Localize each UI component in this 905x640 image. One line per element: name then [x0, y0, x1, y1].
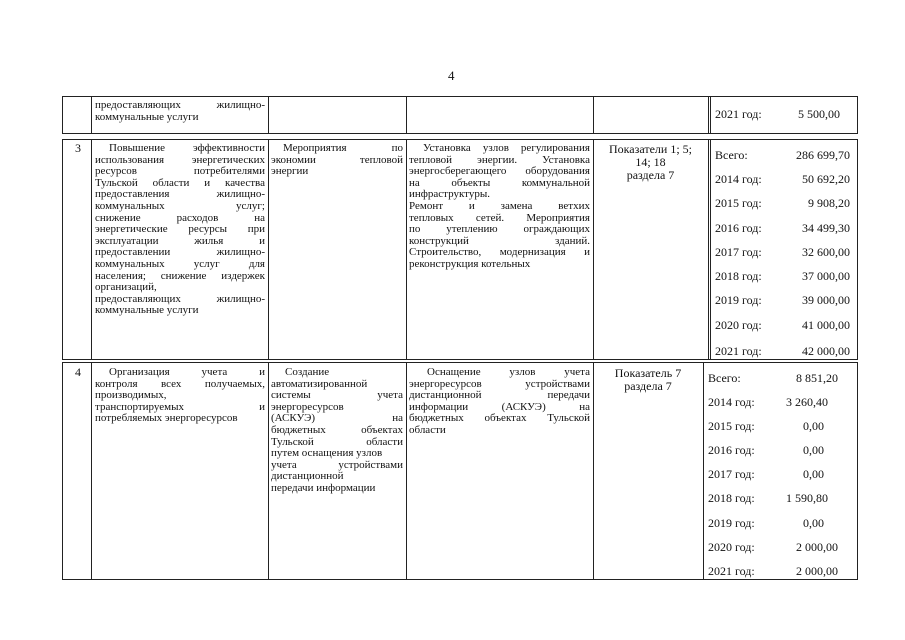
content-line: тепловых сетей. Мероприятия — [409, 211, 590, 224]
measure-cell — [271, 143, 403, 178]
content-line: инфраструктуры. — [409, 188, 490, 201]
goal-line: предоставляющих жилищно- — [95, 292, 265, 305]
finance-row — [708, 516, 838, 532]
content-line: тепловой энергии. Установка — [409, 153, 590, 166]
finance-label: 2021 год: — [715, 107, 762, 121]
finance-row — [715, 245, 850, 261]
table-row-4 — [62, 362, 858, 580]
finance-row — [715, 293, 850, 309]
finance-label: 2018 год: — [715, 269, 762, 283]
finance-label: 2015 год: — [708, 419, 755, 433]
finance-label: 2020 год: — [715, 318, 762, 332]
goal-line: предоставления жилищно- — [95, 188, 265, 201]
finance-label: 2021 год: — [708, 564, 755, 578]
row-number: 3 — [75, 141, 81, 155]
finance-label: 2014 год: — [715, 172, 762, 186]
finance-value: 42 000,00 — [802, 344, 850, 358]
measure-line: энергии — [271, 165, 309, 178]
measure-line: бюджетных объектах — [271, 423, 403, 436]
goal-cell — [95, 100, 265, 123]
finance-row — [708, 564, 838, 580]
content-line: области — [409, 423, 446, 436]
finance-row — [715, 221, 850, 237]
goal-line: производимых, — [95, 389, 167, 402]
finance-label: 2020 год: — [708, 540, 755, 554]
content-line: бюджетных объектах Тульской — [409, 412, 590, 425]
goal-line: транспортируемых и — [95, 400, 265, 413]
content-line: информации (АСКУЭ) на — [409, 400, 590, 413]
measure-line: энергоресурсов — [271, 400, 344, 413]
finance-value: 39 000,00 — [802, 293, 850, 307]
measure-line: Создание — [285, 366, 330, 378]
content-line: Ремонт и замена ветхих — [409, 199, 590, 212]
measure-line: дистанционной — [271, 470, 344, 483]
measure-line: экономии тепловой — [271, 153, 403, 166]
goal-line: эксплуатации жилья и — [95, 234, 265, 247]
content-line: Строительство, модернизация и — [409, 246, 590, 259]
finance-cell — [708, 371, 838, 579]
finance-label: 2019 год: — [708, 516, 755, 530]
indicator-line: 14; 18 — [635, 155, 666, 169]
finance-value: 0,00 — [803, 419, 824, 433]
goal-line: контроля всех получаемых, — [95, 377, 265, 390]
goal-cell — [95, 143, 265, 317]
finance-value: 8 851,20 — [796, 371, 838, 385]
measure-line: передачи информации — [271, 481, 376, 494]
goal-line: коммунальных услуг для — [95, 257, 265, 270]
finance-cell — [715, 107, 840, 123]
finance-label: Всего: — [708, 371, 741, 385]
finance-label: 2016 год: — [708, 443, 755, 457]
finance-label: 2016 год: — [715, 221, 762, 235]
finance-label: 2014 год: — [708, 395, 755, 409]
content-line: реконструкция котельных — [409, 257, 531, 270]
indicator-line: Показатели 1; 5; — [608, 142, 693, 156]
goal-line: населения; снижение издержек — [95, 269, 265, 282]
measure-line: автоматизированной — [271, 377, 368, 390]
finance-value: 9 908,20 — [808, 196, 850, 210]
measure-line: путем оснащения узлов — [271, 447, 383, 460]
content-cell — [409, 367, 590, 437]
table-row-prev — [62, 96, 858, 134]
finance-row — [715, 344, 850, 360]
finance-row — [708, 371, 838, 387]
finance-label: 2019 год: — [715, 293, 762, 307]
page-number: 4 — [448, 68, 455, 83]
goal-line: коммунальные услуги — [95, 304, 199, 317]
content-line: на объекты коммунальной — [409, 176, 590, 189]
content-line: дистанционной передачи — [409, 389, 590, 402]
finance-value: 5 500,00 — [798, 107, 840, 121]
goal-line: предоставлении жилищно- — [95, 246, 265, 259]
indicator-line: Показатель 7 — [614, 366, 682, 380]
goal-line: снижение расходов на — [95, 211, 265, 224]
measure-line: (АСКУЭ) на — [271, 412, 403, 425]
finance-row — [708, 467, 838, 483]
finance-row — [715, 318, 850, 334]
indicator-line: раздела 7 — [624, 379, 672, 393]
finance-value: 2 000,00 — [796, 564, 838, 578]
indicator-line: раздела 7 — [626, 168, 675, 182]
row-number: 4 — [75, 365, 81, 379]
goal-line: ресурсов потребителями — [95, 165, 265, 178]
finance-cell — [715, 148, 850, 358]
finance-value: 50 692,20 — [802, 172, 850, 186]
goal-line: Тульской области и качества — [95, 176, 265, 189]
goal-line: организаций, — [95, 281, 157, 294]
finance-row — [715, 269, 850, 285]
content-line: по утеплению ограждающих — [409, 223, 590, 236]
finance-row — [708, 419, 838, 435]
finance-label: 2015 год: — [715, 196, 762, 210]
measure-line: учета устройствами — [271, 458, 403, 471]
finance-row — [708, 540, 838, 556]
goal-line: Повышение эффективности — [109, 142, 265, 154]
finance-value: 37 000,00 — [802, 269, 850, 283]
goal-line: использования энергетических — [95, 153, 265, 166]
finance-value: 41 000,00 — [802, 318, 850, 332]
goal-line: потребляемых энергоресурсов — [95, 412, 238, 425]
finance-value: 1 590,80 — [786, 491, 828, 505]
finance-value: 0,00 — [803, 467, 824, 481]
measure-line: Мероприятия по — [283, 142, 403, 154]
finance-label: 2017 год: — [715, 245, 762, 259]
finance-row — [715, 196, 850, 212]
finance-row — [708, 491, 838, 507]
finance-value: 286 699,70 — [796, 148, 850, 162]
indicator-cell — [596, 367, 700, 393]
finance-value: 0,00 — [803, 516, 824, 530]
finance-label: 2018 год: — [708, 491, 755, 505]
goal-line: энергетические ресурсы при — [95, 223, 265, 236]
finance-label: 2021 год: — [715, 344, 762, 358]
measure-cell — [271, 367, 403, 495]
finance-value: 32 600,00 — [802, 245, 850, 259]
finance-row — [708, 443, 838, 459]
content-line: энергосберегающего оборудования — [409, 165, 590, 178]
finance-row — [715, 148, 850, 164]
content-line: Установка узлов регулирования — [423, 142, 590, 154]
content-cell — [409, 143, 590, 271]
content-line: энергоресурсов устройствами — [409, 377, 590, 390]
finance-value: 3 260,40 — [786, 395, 828, 409]
finance-value: 0,00 — [803, 443, 824, 457]
finance-label: Всего: — [715, 148, 748, 162]
finance-label: 2017 год: — [708, 467, 755, 481]
content-line: конструкций зданий. — [409, 234, 590, 247]
indicator-cell — [596, 143, 705, 182]
table-row-3 — [62, 139, 858, 360]
goal-cell — [95, 367, 265, 425]
content-line: Оснащение узлов учета — [427, 366, 590, 378]
finance-value: 2 000,00 — [796, 540, 838, 554]
goal-line: Организация учета и — [109, 366, 265, 378]
measure-line: Тульской области — [271, 435, 403, 448]
finance-value: 34 499,30 — [802, 221, 850, 235]
finance-row — [715, 172, 850, 188]
goal-line: предоставляющих жилищно- — [95, 99, 265, 111]
goal-line: коммунальных услуг; — [95, 199, 265, 212]
measure-line: системы учета — [271, 389, 403, 402]
finance-row — [708, 395, 838, 411]
goal-line: коммунальные услуги — [95, 110, 199, 123]
